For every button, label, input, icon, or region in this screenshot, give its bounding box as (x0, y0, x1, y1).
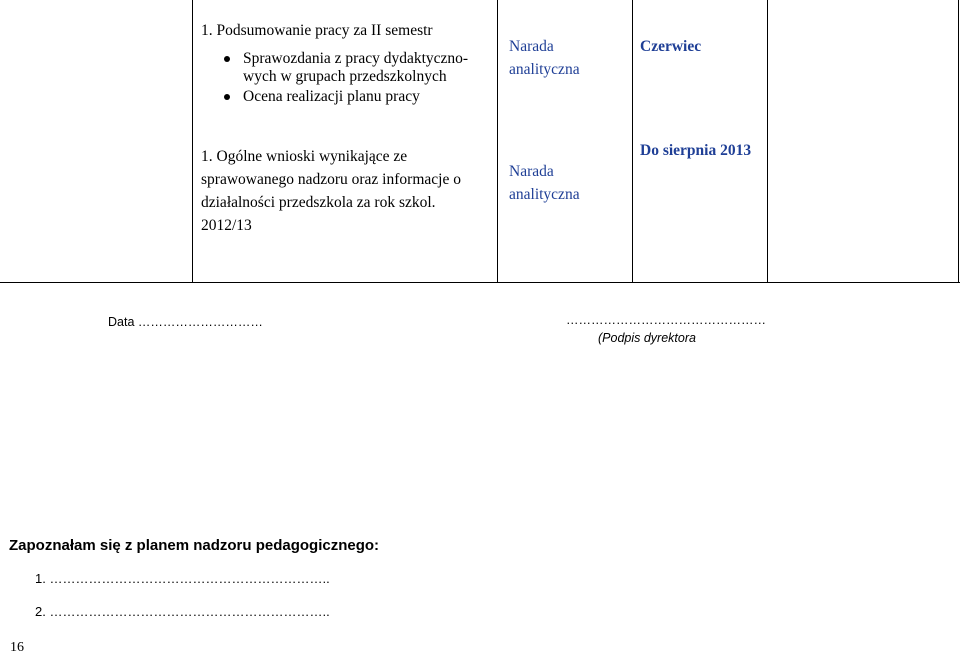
bullet-icon (224, 56, 230, 62)
signature-dots: ………………………………………… (566, 313, 766, 327)
row1-bullet-list (201, 50, 468, 106)
page-number: 16 (10, 640, 24, 655)
table-border (192, 0, 193, 283)
row1-deadline: Czerwiec (640, 38, 702, 55)
row1-form-cell: Narada analityczna (509, 38, 580, 78)
table-border (632, 0, 633, 283)
bullet-icon (224, 94, 230, 100)
acknowledgement-title: Zapoznałam się z planem nadzoru pedagogicznego: (9, 537, 380, 554)
table-border (767, 0, 768, 283)
signature-label: (Podpis dyrektora (598, 331, 696, 345)
row2-form-cell: Narada analityczna (509, 163, 580, 203)
table-border (0, 282, 960, 283)
supervision-table (0, 0, 960, 283)
date-label: Data ………………………… (108, 315, 263, 329)
table-border (958, 0, 959, 283)
acknowledgement-line-2: 2. ……………………………………………………….. (35, 604, 330, 619)
list-item: Sprawozdania z pracy dydaktyczno- wych w grupach przedszkolnych (201, 50, 468, 86)
row1-task-cell (201, 19, 468, 106)
table-border (497, 0, 498, 283)
acknowledgement-line-1: 1. ……………………………………………………….. (35, 571, 330, 586)
row2-task-cell: 1. Ogólne wnioski wynikające ze sprawowanego nadzoru oraz informacje o działalności przedszkola za rok szkol. 2012/13 (201, 148, 461, 234)
row2-deadline: Do sierpnia 2013 (640, 142, 752, 159)
list-item: Ocena realizacji planu pracy (201, 88, 468, 106)
row1-title: 1. Podsumowanie pracy za II semestr (201, 22, 433, 39)
